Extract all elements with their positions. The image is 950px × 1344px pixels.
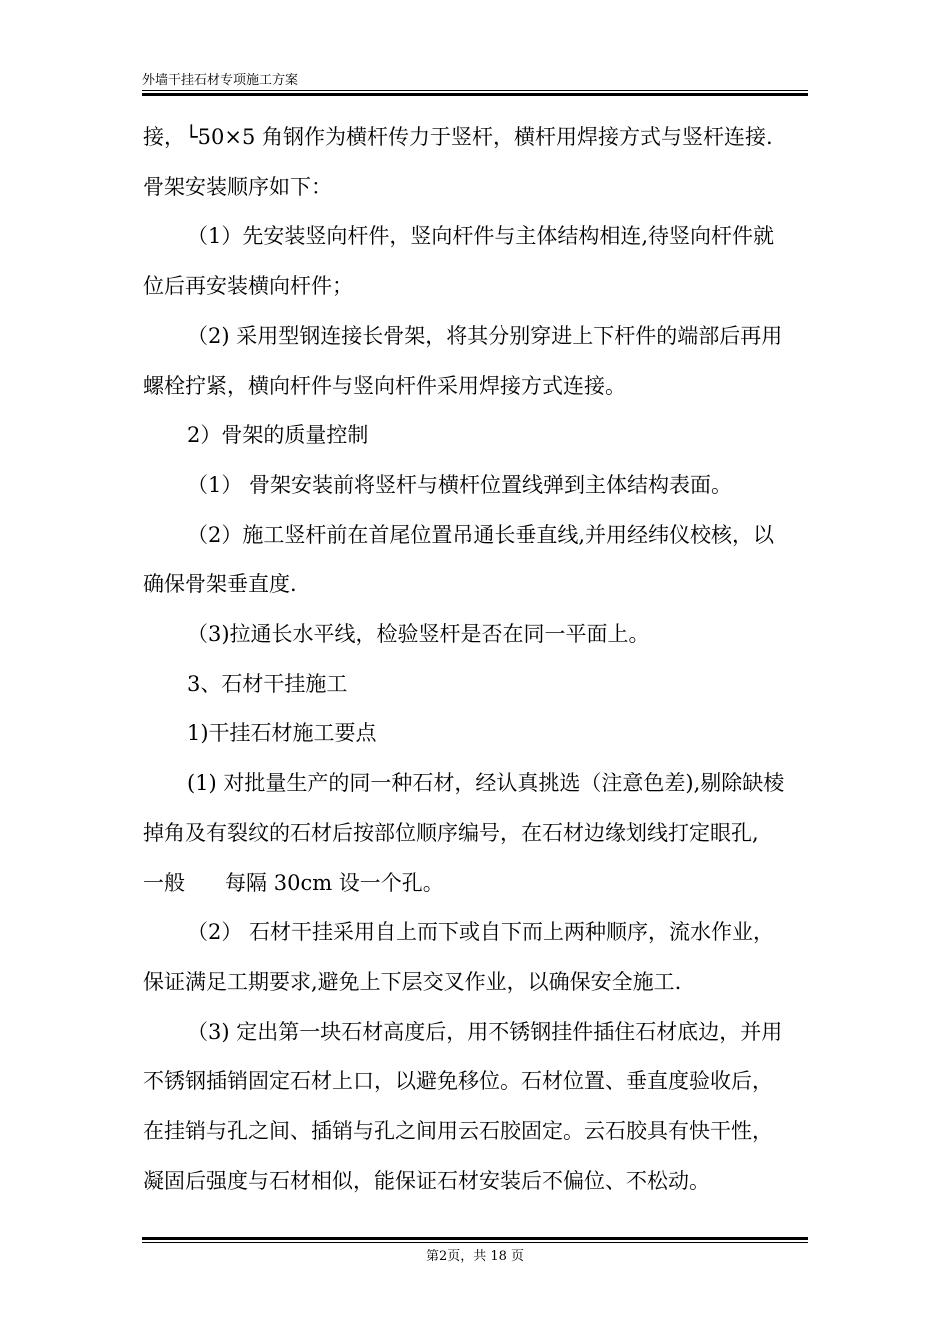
section-heading: 3、石材干挂施工 bbox=[187, 672, 348, 696]
page-number: 第2页，共 18 页 bbox=[425, 1249, 525, 1264]
header-rule-thin bbox=[142, 90, 808, 91]
body-line: （3) 定出第一块石材高度后，用不锈钢挂件插住石材底边，并用 bbox=[187, 1020, 783, 1044]
body-line: （2）施工竖杆前在首尾位置吊通长垂直线,并用经纬仪校核，以 bbox=[187, 523, 775, 547]
body-line: 掉角及有裂纹的石材后按部位顺序编号，在石材边缘划线打定眼孔, bbox=[143, 821, 759, 845]
body-line: (1) 对批量生产的同一种石材，经认真挑选（注意色差),剔除缺棱 bbox=[187, 771, 785, 795]
body-line: （1） 骨架安装前将竖杆与横杆位置线弹到主体结构表面。 bbox=[187, 473, 733, 497]
footer-rule-thin bbox=[142, 1242, 808, 1243]
footer-rule-thick bbox=[142, 1237, 808, 1240]
body-line: 骨架安装顺序如下： bbox=[143, 175, 332, 199]
body-line: （2） 石材干挂采用自上而下或自下而上两种顺序，流水作业， bbox=[187, 920, 775, 944]
section-heading: 1)干挂石材施工要点 bbox=[187, 721, 377, 745]
body-line: 接，└50×5 角钢作为横杆传力于竖杆，横杆用焊接方式与竖杆连接. bbox=[143, 125, 773, 149]
body-line: 凝固后强度与石材相似，能保证石材安装后不偏位、不松动。 bbox=[143, 1169, 710, 1193]
body-line: 不锈钢插销固定石材上口，以避免移位。石材位置、垂直度验收后， bbox=[143, 1069, 773, 1093]
body-line: （1）先安装竖向杆件，竖向杆件与主体结构相连,待竖向杆件就 bbox=[187, 224, 775, 248]
body-line: 确保骨架垂直度. bbox=[143, 572, 297, 596]
body-line: 螺栓拧紧，横向杆件与竖向杆件采用焊接方式连接。 bbox=[143, 374, 626, 398]
document-title: 外墙干挂石材专项施工方案 bbox=[142, 73, 299, 88]
header-rule-thick bbox=[142, 93, 808, 96]
body-line: 保证满足工期要求,避免上下层交叉作业，以确保安全施工. bbox=[143, 970, 682, 994]
body-line: （2) 采用型钢连接长骨架，将其分别穿进上下杆件的端部后再用 bbox=[187, 324, 783, 348]
body-line: 位后再安装横向杆件； bbox=[143, 274, 353, 298]
body-line: 在挂销与孔之间、插销与孔之间用云石胶固定。云石胶具有快干性， bbox=[143, 1119, 773, 1143]
body-line: 一般 每隔 30cm 设一个孔。 bbox=[143, 871, 444, 895]
page-header bbox=[142, 70, 808, 98]
body-line: （3)拉通长水平线，检验竖杆是否在同一平面上。 bbox=[187, 622, 650, 646]
section-heading: 2）骨架的质量控制 bbox=[187, 423, 369, 447]
